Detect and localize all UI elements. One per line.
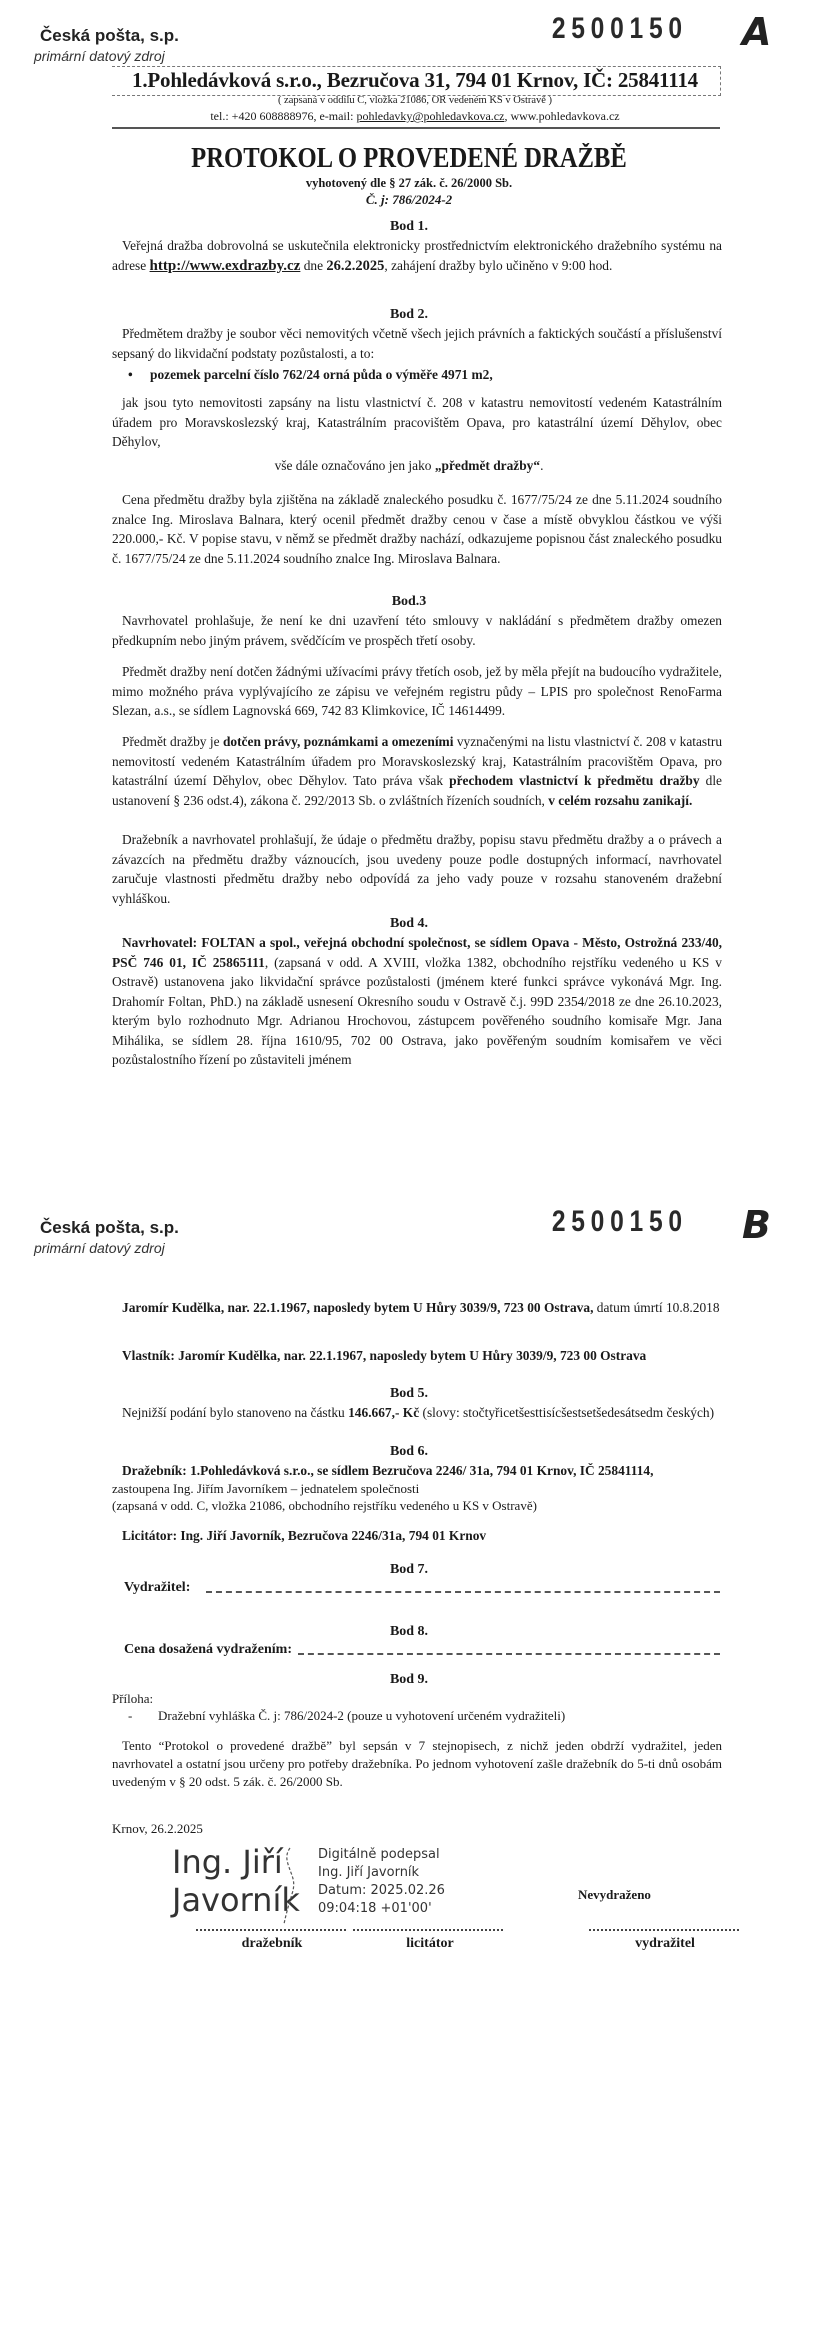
digital-signature-block xyxy=(318,1846,445,1918)
exdrazby-link[interactable]: http://www.exdrazby.cz xyxy=(149,257,301,274)
bod-3-p3-d: přechodem vlastnictví k předmětu dražby xyxy=(449,773,700,788)
bod-1-heading: Bod 1. xyxy=(389,219,429,234)
letterhead-company: 1.Pohledávková s.r.o., Bezručova 31, 794 01 Krnov, IČ: 25841114 xyxy=(132,68,698,92)
letterhead-tel: tel.: +420 608888976, e-mail: xyxy=(210,109,357,123)
designation-prefix: vše dále označováno jen jako xyxy=(274,458,435,473)
letterhead-email-link[interactable]: pohledavky@pohledavkova.cz xyxy=(356,109,505,123)
signature-line-auctioneer xyxy=(196,1929,346,1931)
bod-3-heading: Bod.3 xyxy=(391,594,427,609)
licitator: Licitátor: Ing. Jiří Javorník, Bezručova 2246/31a, 794 01 Krnov xyxy=(122,1528,487,1543)
bod-4-text xyxy=(112,933,722,1070)
bod-6-heading: Bod 6. xyxy=(389,1444,429,1459)
bod-3-p4: Dražebník a navrhovatel prohlašují, že údaje o předmětu dražby, popisu stavu předmětu dražby a o právech a závazcích na předmětu dražby váznoucích, jsou uvedeny pouze podle dostupných informací, navrhovatel zaručuje vlastnosti předmětu dražby nebo odpovídá za jeho vady pouze v rozsahu stanoveném dražební vyhláškou. xyxy=(112,832,722,906)
signer-name-line1: Ing. Jiří xyxy=(172,1843,283,1881)
digital-signed-by-label: Digitálně podepsal xyxy=(318,1847,440,1862)
digital-date: Datum: 2025.02.26 xyxy=(318,1883,445,1898)
document-subtitle: vyhotovený dle § 27 zák. č. 26/2000 Sb. xyxy=(305,176,513,190)
digital-time: 09:04:18 +01'00' xyxy=(318,1901,432,1916)
document-title: PROTOKOL O PROVEDENÉ DRAŽBĚ xyxy=(191,143,627,174)
bod-2-item-text: pozemek parcelní číslo 762/24 orná půda o výměře 4971 m2, xyxy=(150,367,493,382)
signature-line-licitator xyxy=(353,1929,503,1931)
bod-4-heading: Bod 4. xyxy=(389,916,429,931)
bod-3-p3-a: Předmět dražby je xyxy=(122,734,223,749)
handwritten-page-mark: B xyxy=(742,1203,771,1247)
bod-2-price: Cena předmětu dražby byla zjištěna na základě znaleckého posudku č. 1677/75/24 ze dne 5.11.2024 soudního znalce Ing. Miroslava Balnara, který ocenil předmět dražby cenou v čase a místě obvyklou částkou ve výši 220.000,- Kč. V popise stavu, v němž se předmět dražby nachází, odkazujeme popisnou část znaleckého posudku č. 1677/75/24 ze dne 5.11.2024 soudního znalce Ing. Miroslava Balnara. xyxy=(112,492,722,566)
bod-2-registry: jak jsou tyto nemovitosti zapsány na listu vlastnictví č. 208 v katastru nemovitostí vedeném Katastrálním úřadem pro Moravskoslezský kraj, Katastrálním pracovištěm Opava, pro katastrální území Děhylov, obec Děhylov, xyxy=(112,395,722,449)
auctioneer: Dražebník: 1.Pohledávková s.r.o., se sídlem Bezručova 2246/ 31a, 794 01 Krnov, IČ 25841114, xyxy=(122,1463,654,1478)
deceased-date: datum úmrtí 10.8.2018 xyxy=(593,1300,720,1315)
auctioneer-representative: zastoupena Ing. Jiřím Javorníkem – jednatelem společnosti xyxy=(112,1481,420,1496)
postal-stamp-org: Česká pošta, s.p. xyxy=(40,26,179,45)
attachment-label: Příloha: xyxy=(112,1691,154,1706)
bod-3-p3-f: v celém rozsahu zanikají. xyxy=(548,792,693,808)
bod-1-text-a: Veřejná dražba dobrovolná se uskutečnila elektronicky prostřednictvím elektronického dražebního systému na adrese xyxy=(112,238,722,273)
letterhead-contact xyxy=(120,109,710,124)
bod-5-heading: Bod 5. xyxy=(389,1386,429,1401)
designation-term: „předmět dražby“ xyxy=(434,458,541,473)
signature-label-winner: vydražitel xyxy=(635,1936,695,1951)
auctioneer-registration: (zapsaná v odd. C, vložka 21086, obchodního rejstříku vedeného u KS v Ostravě) xyxy=(112,1498,537,1513)
handwritten-page-mark: A xyxy=(742,10,772,54)
attachment-item xyxy=(128,1707,718,1725)
signer-name-line2: Javorník xyxy=(172,1881,300,1919)
owner-info: Vlastník: Jaromír Kudělka, nar. 22.1.1967, naposledy bytem U Hůry 3039/9, 723 00 Ostrava xyxy=(122,1348,647,1363)
designation-suffix: . xyxy=(540,458,544,473)
signature-line-winner xyxy=(589,1929,739,1931)
bod-2-intro: Předmětem dražby je soubor věci nemovitých včetně všech jejich právních a faktických součástí a příslušenství sepsaný do likvidační podstaty pozůstalosti, a to: xyxy=(112,326,722,361)
bod-2-designation xyxy=(0,458,818,474)
deceased-info xyxy=(112,1298,722,1318)
postal-stamp-source: primární datový zdroj xyxy=(34,1240,165,1256)
winner-label: Vydražitel: xyxy=(124,1580,191,1595)
letterhead-registration: ( zapsaná v oddílu C, vložka 21086, OR vedeném KS v Ostravě ) xyxy=(277,95,553,106)
minimum-bid: 146.667,- Kč xyxy=(348,1405,420,1420)
document-number: 2500150 xyxy=(552,1205,688,1238)
winner-blank xyxy=(206,1591,720,1593)
bod-8-heading: Bod 8. xyxy=(389,1624,429,1639)
signature-label-licitator: licitátor xyxy=(406,1936,454,1951)
bod-4-rest: , (zapsaná v odd. A XVIII, vložka 1382, obchodního rejstříku vedeného u KS v Ostravě) ustanovena jako likvidační správce pozůstalosti (jménem které funkci správce vykonává Mgr. Ing. Drahomír Foltan, PhD.) na základě usnesení Okresního soudu v Ostravě č.j. 99D 2354/2018 ze dne 26.10.2023, kterým bylo rozhodnuto Mgr. Adrianou Hrochovou, zástupcem pověřeného soudního komisaře Mgr. Jana Mihálika, se sídlem 28. října 1610/95, 702 00 Ostrava, jako pověřeným soudním komisařem ve věci pozůstalostního řízení po zůstaviteli jménem xyxy=(112,954,723,1067)
attachment-item-text: Dražební vyhláška Č. j: 786/2024-2 (pouze u vyhotovení určeném vydražiteli) xyxy=(158,1708,566,1723)
letterhead-web: , www.pohledavkova.cz xyxy=(504,109,620,123)
letterhead-rule xyxy=(112,127,720,129)
deceased-name: Jaromír Kudělka, nar. 22.1.1967, naposledy bytem U Hůry 3039/9, 723 00 Ostrava, xyxy=(122,1300,594,1315)
signature-stroke-icon xyxy=(282,1846,312,1928)
bod-3-p3-e: dle ustanovení § 236 odst.4), zákona č. 292/2013 Sb. o zvláštních řízeních soudních, xyxy=(112,773,722,808)
bod-5-text-b: (slovy: stočtyřicetšesttisícšestsetšedesátsedm českých) xyxy=(419,1405,715,1420)
bullet-icon: • xyxy=(128,367,133,382)
bod-5-text-a: Nejnižší podání bylo stanoveno na částku xyxy=(122,1405,349,1420)
bod-1-text-c: , zahájení dražby bylo učiněno v 9:00 hod. xyxy=(384,257,613,273)
place-date: Krnov, 26.2.2025 xyxy=(112,1821,203,1836)
bod-3-p3 xyxy=(112,732,722,810)
bod-1-text-b: dne xyxy=(300,257,327,273)
dash-bullet-icon: - xyxy=(128,1708,133,1723)
auction-date: 26.2.2025 xyxy=(326,257,385,274)
bod-9-heading: Bod 9. xyxy=(389,1672,429,1687)
bod-2-heading: Bod 2. xyxy=(389,307,429,322)
not-auctioned-note: Nevydraženo xyxy=(578,1887,651,1902)
postal-stamp-org: Česká pošta, s.p. xyxy=(40,1218,179,1237)
bod-4-proposer: Navrhovatel: FOLTAN a spol., veřejná obchodní společnost, se sídlem Opava - Město, Ostrožná 233/40, PSČ 746 01, IČ 25865111 xyxy=(112,935,722,970)
bod-3-p2: Předmět dražby není dotčen žádnými užívacími právy třetích osob, jež by měla přejít na budoucího vydražitele, mimo možného práva vyplývajícího ze zápisu ve veřejném registru půdy – LPIS pro společnost RenoFarma Slezan, a.s., se sídlem Lagnovská 669, 742 83 Klimkovice, IČ 14614499. xyxy=(112,664,722,718)
signature-label-auctioneer: dražebník xyxy=(241,1936,303,1951)
bod-1-text xyxy=(112,236,722,276)
digital-signer: Ing. Jiří Javorník xyxy=(318,1865,420,1880)
copies-note: Tento “Protokol o provedené dražbě” byl sepsán v 7 stejnopisech, z nichž jeden obdrží vydražitel, jeden navrhovatel a ostatní jsou určeny pro potřeby dražebníka. Po jednom vyhotovení zašle dražebník do 5-ti dnů osobám uvedeným v § 20 odst. 5 zák. č. 26/2000 Sb. xyxy=(112,1738,722,1789)
final-price-blank xyxy=(298,1653,720,1655)
postal-stamp-source: primární datový zdroj xyxy=(34,48,165,64)
bod-2-item xyxy=(128,367,493,383)
bod-5-text xyxy=(112,1403,722,1423)
bod-3-p1: Navrhovatel prohlašuje, že není ke dni uzavření této smlouvy v nakládání s předmětem dražby omezen předkupním nebo jiným právem, svědčícím ve prospěch třetí osoby. xyxy=(112,613,722,648)
bod-7-heading: Bod 7. xyxy=(389,1562,429,1577)
bod-3-p3-b: dotčen právy, poznámkami a omezeními xyxy=(222,734,454,749)
document-reference: Č. j: 786/2024-2 xyxy=(365,192,453,207)
document-number: 2500150 xyxy=(552,12,688,45)
bod-3-p3-c: vyznačenými na listu vlastnictví č. 208 v katastru nemovitostí vedeném Katastrálním úřadem pro Moravskoslezský kraj, Katastrálním pracovištěm Opava, pro katastrální území Děhylov, obec Děhylov. Tato práva však xyxy=(112,734,723,788)
final-price-label: Cena dosažená vydražením: xyxy=(124,1642,292,1657)
